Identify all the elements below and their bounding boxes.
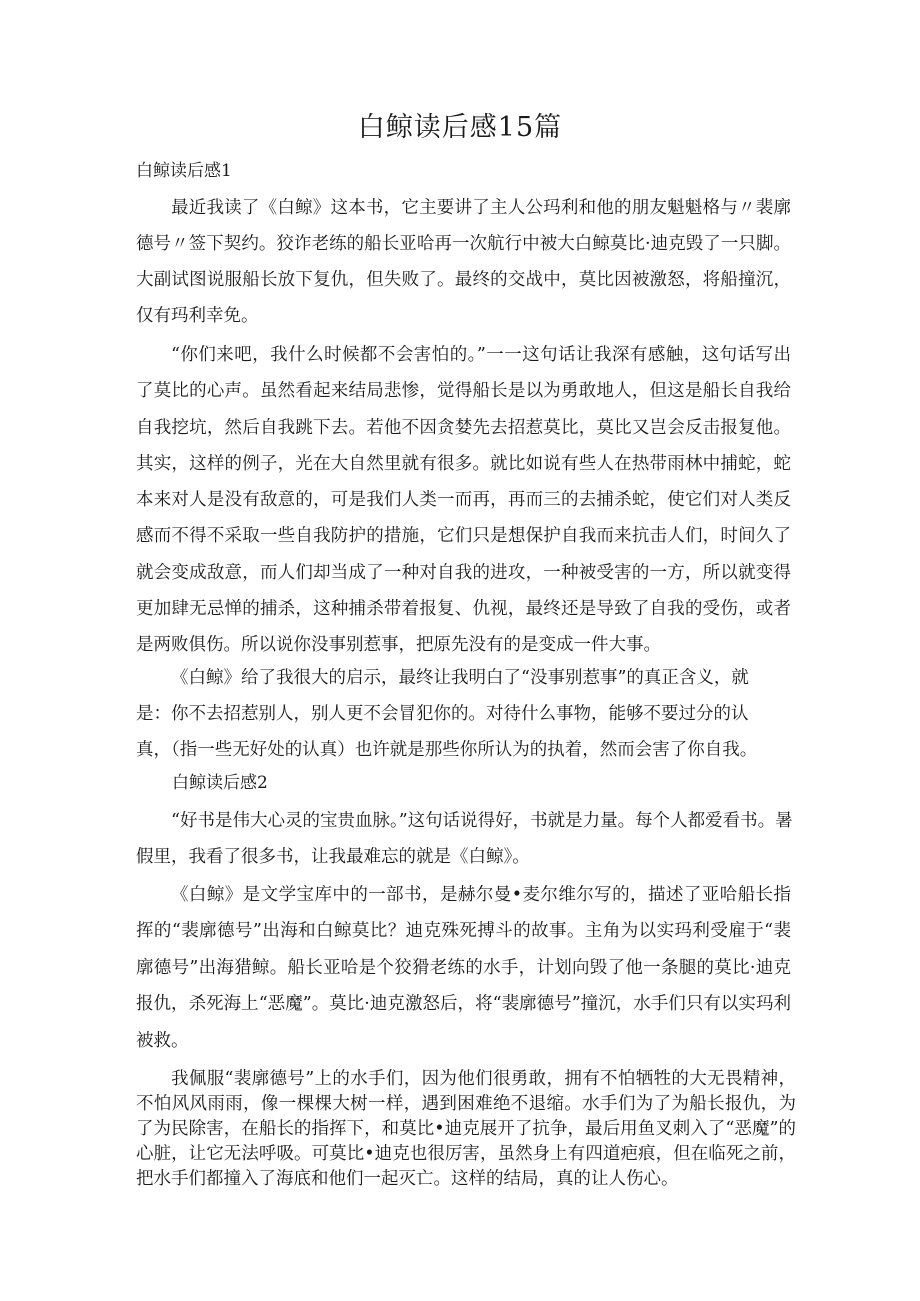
paragraph: “好书是伟大心灵的宝贵血脉。”这句话说得好，书就是力量。每个人都爱看书。暑假里，我看了很多书，让我最难忘的就是《白鲸》。 [136,811,793,867]
paragraph: “你们来吧，我什么时候都不会害怕的。”一一这句话让我深有感触，这句话写出了莫比的心声。虽然看起来结局悲惨，觉得船长是以为勇敢地人，但这是船长自我给自我挖坑，然后自我跳下去。若他不因贪婪先去招惹莫比，莫比又岂会反击报复他。其实，这样的例子，光在大自然里就有很多。就比如说有些人在热带雨林中捕蛇，蛇本来对人是没有敌意的，可是我们人类一而再，再而三的去捕杀蛇，使它们对人类反感而不得不采取一些自我防护的措施，它们只是想保护自我而来抗击人们，时间久了就会变成敌意，而人们却当成了一种对自我的进攻，一种被受害的一方，所以就变得更加肆无忌惮的捕杀，这种捕杀带着报复、仇视，最终还是导致了自我的受伤，或者是两败俱伤。所以说你没事别惹事，把原先没有的是变成一件大事。 [136,345,791,656]
section-heading-1: 白鲸读后感1 [136,161,232,181]
paragraph: 《白鲸》给了我很大的启示，最终让我明白了“没事别惹事”的真正含义，就是：你不去招惹别人，别人更不会冒犯你的。对待什么事物，能够不要过分的认真，（指一些无好处的认真）也许就是那些你所认为的执着，然而会害了你自我。 [136,668,758,760]
paragraph: 《白鲸》是文学宝库中的一部书，是赫尔曼•麦尔维尔写的，描述了亚哈船长指挥的“裴廓德号”出海和白鲸莫比？迪克殊死搏斗的故事。主角为以实玛利受雇于“裴廓德号”出海猎鲸。船长亚哈是个狡猾老练的水手，计划向毁了他一条腿的莫比·迪克报仇，杀死海上“恶魔”。莫比·迪克激怒后，将“裴廓德号”撞沉，水手们只有以实玛利被救。 [136,885,791,1051]
document-title: 白鲸读后感15篇 [357,112,563,143]
paragraph: 最近我读了《白鲸》这本书，它主要讲了主人公玛利和他的朋友魁魁格与〃裴廓德号〃签下契约。狡诈老练的船长亚哈再一次航行中被大白鲸莫比·迪克毁了一只脚。大副试图说服船长放下复仇，但失败了。最终的交战中，莫比因被激怒，将船撞沉，仅有玛利幸免。 [136,198,791,326]
section-heading-2: 白鲸读后感2 [172,773,268,793]
paragraph: 我佩服“裴廓德号”上的水手们，因为他们很勇敢，拥有不怕牺牲的大无畏精神，不怕风风雨雨，像一棵棵大树一样，遇到困难绝不退缩。水手们为了为船长报仇，为了为民除害，在船长的指挥下，和莫比•迪克展开了抗争，最后用鱼叉刺入了“恶魔”的心脏，让它无法呼吸。可莫比•迪克也很厉害，虽然身上有四道疤痕，但在临死之前，把水手们都撞入了海底和他们一起灭亡。这样的结局，真的让人伤心。 [136,1069,796,1189]
